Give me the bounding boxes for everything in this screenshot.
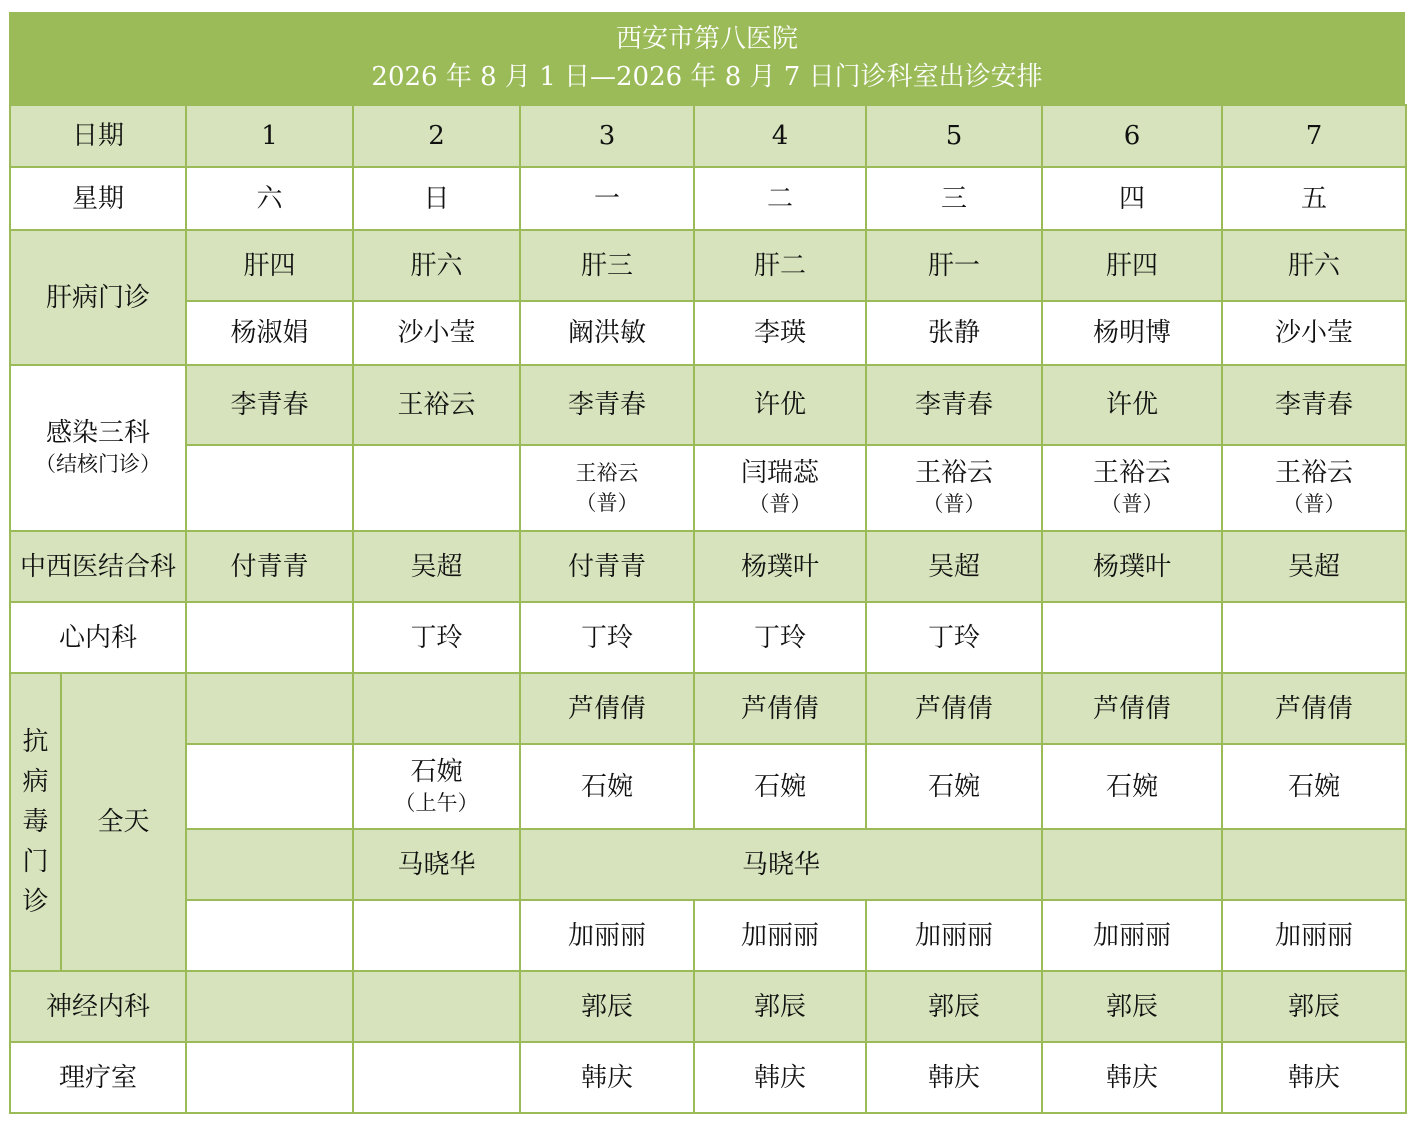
doctor-cell: 郭辰 — [1222, 971, 1406, 1042]
doctor-cell: 韩庆 — [866, 1042, 1042, 1113]
doctor-cell: 吴超 — [1222, 531, 1406, 602]
doctor-cell: 韩庆 — [1222, 1042, 1406, 1113]
ordinary-note: （普） — [575, 491, 639, 515]
doctor-name: 闫瑞蕊 — [741, 458, 820, 488]
weekday-cell: 六 — [186, 167, 353, 230]
room-cell: 肝六 — [1222, 230, 1406, 301]
tcm-row — [10, 531, 1406, 602]
room-cell: 肝二 — [694, 230, 866, 301]
empty-cell — [186, 744, 353, 829]
dept-infection — [10, 365, 186, 531]
neuro-row — [10, 971, 1406, 1042]
doctor-cell — [353, 673, 520, 744]
doctor-cell: 加丽丽 — [866, 900, 1042, 971]
room-cell: 肝一 — [866, 230, 1042, 301]
row-label-date: 日期 — [10, 105, 186, 167]
doctor-cell: 丁玲 — [866, 602, 1042, 673]
doctor-cell: 杨璞叶 — [1042, 531, 1222, 602]
weekday-cell: 日 — [353, 167, 520, 230]
empty-cell — [1042, 829, 1222, 900]
doctor-cell: 杨明博 — [1042, 301, 1222, 365]
date-cell: 5 — [866, 105, 1042, 167]
doctor-cell: 杨璞叶 — [694, 531, 866, 602]
schedule-subtitle: 2026 年 8 月 1 日—2026 年 8 月 7 日门诊科室出诊安排 — [371, 62, 1043, 92]
doctor-cell: 杨淑娟 — [186, 301, 353, 365]
dept-antiviral-char: 门 — [22, 847, 49, 877]
room-cell: 肝四 — [186, 230, 353, 301]
cardio-row — [10, 602, 1406, 673]
doctor-cell: 加丽丽 — [1042, 900, 1222, 971]
liver-room-row — [10, 230, 1406, 301]
dept-tcm: 中西医结合科 — [10, 531, 186, 602]
date-cell: 3 — [520, 105, 694, 167]
doctor-cell: 李青春 — [1222, 365, 1406, 445]
date-cell: 6 — [1042, 105, 1222, 167]
morning-note: （上午） — [394, 790, 479, 815]
dept-liver: 肝病门诊 — [10, 230, 186, 365]
session-all-day: 全天 — [61, 673, 186, 971]
doctor-cell — [866, 445, 1042, 531]
doctor-cell-merged: 马晓华 — [520, 829, 1042, 900]
doctor-cell — [520, 445, 694, 531]
doctor-cell: 芦倩倩 — [694, 673, 866, 744]
doctor-cell: 李青春 — [520, 365, 694, 445]
empty-cell — [186, 445, 353, 531]
doctor-name: 王裕云 — [915, 458, 994, 488]
doctor-cell: 马晓华 — [353, 829, 520, 900]
doctor-cell: 沙小莹 — [1222, 301, 1406, 365]
doctor-cell — [353, 1042, 520, 1113]
date-row — [10, 105, 1406, 167]
doctor-name: 石婉 — [410, 756, 463, 787]
doctor-cell: 加丽丽 — [694, 900, 866, 971]
doctor-cell: 加丽丽 — [1222, 900, 1406, 971]
liver-doctor-row — [10, 301, 1406, 365]
doctor-cell: 石婉 — [866, 744, 1042, 829]
antiviral-row-2 — [10, 744, 1406, 829]
dept-infection-label: 感染三科 — [46, 418, 151, 448]
dept-neuro: 神经内科 — [10, 971, 186, 1042]
doctor-cell: 郭辰 — [1042, 971, 1222, 1042]
doctor-cell: 石婉 — [694, 744, 866, 829]
doctor-cell — [694, 445, 866, 531]
room-cell: 肝三 — [520, 230, 694, 301]
doctor-cell: 吴超 — [866, 531, 1042, 602]
date-cell: 2 — [353, 105, 520, 167]
doctor-cell — [1222, 445, 1406, 531]
doctor-cell — [186, 602, 353, 673]
doctor-cell: 石婉 — [1042, 744, 1222, 829]
doctor-cell: 芦倩倩 — [866, 673, 1042, 744]
doctor-cell: 韩庆 — [694, 1042, 866, 1113]
doctor-cell — [353, 744, 520, 829]
dept-antiviral-char: 诊 — [22, 887, 49, 917]
row-label-weekday: 星期 — [10, 167, 186, 230]
doctor-cell — [186, 971, 353, 1042]
infection-row-1 — [10, 365, 1406, 445]
weekday-cell: 一 — [520, 167, 694, 230]
empty-cell — [1222, 829, 1406, 900]
doctor-cell — [1222, 602, 1406, 673]
date-cell: 1 — [186, 105, 353, 167]
doctor-cell: 张静 — [866, 301, 1042, 365]
infection-row-2 — [10, 445, 1406, 531]
doctor-name: 王裕云 — [1093, 458, 1172, 488]
doctor-cell — [353, 900, 520, 971]
weekday-cell: 三 — [866, 167, 1042, 230]
doctor-cell: 王裕云 — [353, 365, 520, 445]
antiviral-row-4 — [10, 900, 1406, 971]
doctor-cell: 韩庆 — [520, 1042, 694, 1113]
doctor-cell: 芦倩倩 — [1042, 673, 1222, 744]
room-cell: 肝四 — [1042, 230, 1222, 301]
empty-cell — [353, 445, 520, 531]
dept-cardio: 心内科 — [10, 602, 186, 673]
doctor-cell: 丁玲 — [353, 602, 520, 673]
weekday-row — [10, 167, 1406, 230]
doctor-name: 王裕云 — [1275, 458, 1354, 488]
ordinary-note: （普） — [922, 492, 986, 516]
doctor-cell — [186, 900, 353, 971]
doctor-cell: 丁玲 — [520, 602, 694, 673]
dept-antiviral — [10, 673, 61, 971]
doctor-cell: 丁玲 — [694, 602, 866, 673]
doctor-cell — [1042, 602, 1222, 673]
doctor-cell — [353, 971, 520, 1042]
doctor-cell: 李青春 — [186, 365, 353, 445]
title-banner — [9, 12, 1405, 104]
dept-physio: 理疗室 — [10, 1042, 186, 1113]
date-cell: 7 — [1222, 105, 1406, 167]
doctor-cell: 郭辰 — [520, 971, 694, 1042]
ordinary-note: （普） — [748, 492, 812, 516]
empty-cell — [186, 829, 353, 900]
doctor-cell: 阚洪敏 — [520, 301, 694, 365]
date-cell: 4 — [694, 105, 866, 167]
hospital-name: 西安市第八医院 — [615, 24, 798, 54]
doctor-cell: 许优 — [694, 365, 866, 445]
doctor-name: 王裕云 — [575, 461, 639, 485]
dept-antiviral-char: 毒 — [22, 807, 49, 837]
doctor-cell: 李青春 — [866, 365, 1042, 445]
doctor-cell — [1042, 445, 1222, 531]
doctor-cell — [186, 1042, 353, 1113]
weekday-cell: 五 — [1222, 167, 1406, 230]
schedule-document — [9, 12, 1405, 1114]
doctor-cell: 许优 — [1042, 365, 1222, 445]
doctor-cell: 郭辰 — [694, 971, 866, 1042]
doctor-cell: 韩庆 — [1042, 1042, 1222, 1113]
antiviral-row-1 — [10, 673, 1406, 744]
doctor-cell: 石婉 — [1222, 744, 1406, 829]
doctor-cell: 郭辰 — [866, 971, 1042, 1042]
doctor-cell: 沙小莹 — [353, 301, 520, 365]
doctor-cell: 石婉 — [520, 744, 694, 829]
schedule-table — [9, 104, 1407, 1114]
doctor-cell: 芦倩倩 — [520, 673, 694, 744]
doctor-cell: 芦倩倩 — [1222, 673, 1406, 744]
ordinary-note: （普） — [1100, 492, 1164, 516]
antiviral-row-3 — [10, 829, 1406, 900]
dept-antiviral-char: 抗 — [22, 727, 49, 757]
dept-antiviral-char: 病 — [22, 767, 49, 797]
doctor-cell: 加丽丽 — [520, 900, 694, 971]
doctor-cell: 吴超 — [353, 531, 520, 602]
weekday-cell: 二 — [694, 167, 866, 230]
ordinary-note: （普） — [1282, 492, 1346, 516]
doctor-cell: 付青青 — [186, 531, 353, 602]
physio-row — [10, 1042, 1406, 1113]
dept-infection-sub: （结核门诊） — [35, 452, 161, 476]
doctor-cell — [186, 673, 353, 744]
doctor-cell: 李瑛 — [694, 301, 866, 365]
room-cell: 肝六 — [353, 230, 520, 301]
weekday-cell: 四 — [1042, 167, 1222, 230]
doctor-cell: 付青青 — [520, 531, 694, 602]
